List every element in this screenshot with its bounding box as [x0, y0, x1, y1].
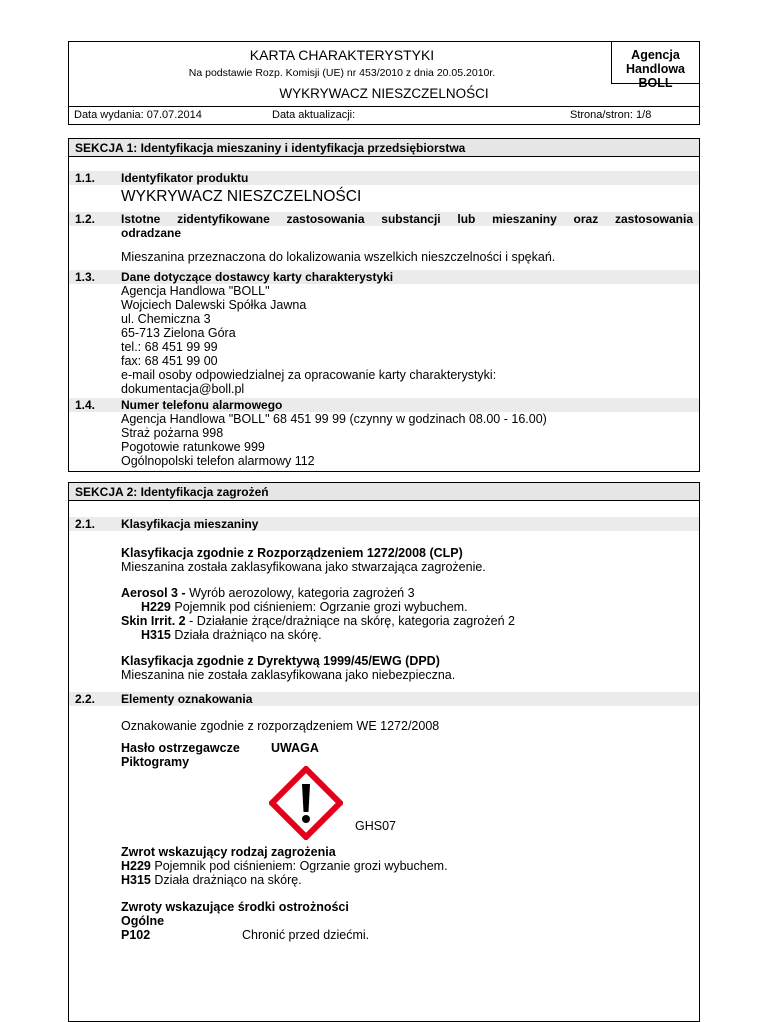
subsection-number-2-2: 2.2.: [75, 692, 96, 706]
subsection-title-1-2: Istotne zidentyfikowane zastosowania substancji lub mieszaniny oraz zastosowania: [121, 212, 693, 226]
aerosol-description: Wyrób aerozolowy, kategoria zagrożeń 3: [185, 586, 415, 600]
h315-text: Działa drażniąco na skórę.: [170, 628, 322, 642]
subsection-title-2-1: Klasyfikacja mieszaniny: [121, 517, 259, 531]
section-2: [68, 482, 700, 1022]
supplier-email[interactable]: dokumentacja@boll.pl: [121, 382, 245, 396]
aerosol-classification: [121, 586, 415, 600]
agency-box: [611, 42, 699, 90]
agency-brand: BOLL: [638, 76, 673, 90]
product-name: WYKRYWACZ NIESZCZELNOŚCI: [121, 188, 362, 205]
hazard-statements-title: Zwrot wskazujący rodzaj zagrożenia: [121, 845, 336, 859]
update-date: Data aktualizacji:: [272, 109, 356, 121]
emergency-line: Pogotowie ratunkowe 999: [121, 440, 265, 454]
h229-code: H229: [141, 600, 171, 614]
pictogram-code: GHS07: [355, 819, 396, 833]
supplier-line: 65-713 Zielona Góra: [121, 326, 236, 340]
emergency-line: Straż pożarna 998: [121, 426, 224, 440]
general-label: Ogólne: [121, 914, 165, 928]
emergency-line: Agencja Handlowa "BOLL" 68 451 99 99 (czynny w godzinach 08.00 - 16.00): [121, 412, 547, 426]
h315-code: H315: [141, 628, 171, 642]
page-number: Strona/stron: 1/8: [570, 109, 652, 121]
section-2-heading: SEKCJA 2: Identyfikacja zagrożeń: [69, 483, 699, 501]
hazard-h315-text: Działa drażniąco na skórę.: [150, 873, 302, 887]
skin-category: Skin Irrit. 2: [121, 614, 186, 628]
p102-code: P102: [121, 928, 151, 942]
supplier-line: Agencja Handlowa "BOLL": [121, 284, 270, 298]
hazard-h229-code: H229: [121, 859, 151, 873]
agency-name: Agencja Handlowa: [625, 48, 686, 76]
subsection-title-1-2-cont: odradzane: [121, 226, 182, 240]
subsection-number-1-3: 1.3.: [75, 270, 96, 284]
header-meta-row: [69, 106, 699, 126]
subsection-title-1-4: Numer telefonu alarmowego: [121, 398, 283, 412]
hazard-h229: [121, 859, 448, 873]
clp-title: Klasyfikacja zgodnie z Rozporządzeniem 1272/2008 (CLP): [121, 546, 463, 560]
supplier-line: Wojciech Dalewski Spółka Jawna: [121, 298, 307, 312]
subsection-number-1-1: 1.1.: [75, 171, 96, 185]
clp-text: Mieszanina została zaklasyfikowana jako stwarzająca zagrożenie.: [121, 560, 486, 574]
supplier-line: tel.: 68 451 99 99: [121, 340, 218, 354]
document-title: KARTA CHARAKTERYSTYKI: [249, 47, 435, 63]
h315-statement: [121, 628, 322, 642]
subsection-title-1-3: Dane dotyczące dostawcy karty charakterystyki: [121, 270, 394, 284]
supplier-line: ul. Chemiczna 3: [121, 312, 211, 326]
hazard-h315-code: H315: [121, 873, 151, 887]
h229-text: Pojemnik pod ciśnieniem: Ogrzanie grozi wybuchem.: [170, 600, 468, 614]
subsection-title-1-1: Identyfikator produktu: [121, 171, 249, 185]
document-header: [68, 41, 700, 125]
supplier-line: fax: 68 451 99 00: [121, 354, 218, 368]
dpd-title: Klasyfikacja zgodnie z Dyrektywą 1999/45/EWG (DPD): [121, 654, 440, 668]
dpd-text: Mieszanina nie została zaklasyfikowana jako niebezpieczna.: [121, 668, 456, 682]
intended-use: Mieszanina przeznaczona do lokalizowania wszelkich nieszczelności i spękań.: [121, 250, 556, 264]
precaution-title: Zwroty wskazujące środki ostrożności: [121, 900, 349, 914]
product-title: WYKRYWACZ NIESZCZELNOŚCI: [279, 86, 489, 101]
skin-description: - Działanie żrące/drażniące na skórę, kategoria zagrożeń 2: [185, 614, 515, 628]
supplier-line: e-mail osoby odpowiedzialnej za opracowanie karty charakterystyki:: [121, 368, 497, 382]
p102-text: Chronić przed dziećmi.: [242, 928, 370, 942]
aerosol-category: Aerosol 3 -: [121, 586, 186, 600]
section-1: [68, 138, 700, 472]
subsection-title-2-2: Elementy oznakowania: [121, 692, 253, 706]
emergency-line: Ogólnopolski telefon alarmowy 112: [121, 454, 315, 468]
regulation-note: Na podstawie Rozp. Komisji (UE) nr 453/2010 z dnia 20.05.2010r.: [188, 67, 496, 79]
pictograms-label: Piktogramy: [121, 755, 190, 769]
section-1-heading: SEKCJA 1: Identyfikacja mieszaniny i identyfikacja przedsiębiorstwa: [69, 139, 699, 157]
hazard-h315: [121, 873, 302, 887]
issue-date: Data wydania: 07.07.2014: [74, 109, 202, 121]
subsection-number-2-1: 2.1.: [75, 517, 96, 531]
signal-word-label: Hasło ostrzegawcze: [121, 741, 240, 755]
h229-statement: [121, 600, 468, 614]
signal-word-value: UWAGA: [271, 741, 319, 755]
hazard-h229-text: Pojemnik pod ciśnieniem: Ogrzanie grozi wybuchem.: [150, 859, 448, 873]
subsection-number-1-4: 1.4.: [75, 398, 96, 412]
emergency-numbers: [121, 412, 547, 468]
supplier-details: [121, 284, 496, 396]
ghs07-exclamation-icon: [269, 766, 343, 840]
subsection-number-1-2: 1.2.: [75, 212, 96, 226]
labelling-regulation: Oznakowanie zgodnie z rozporządzeniem WE 1272/2008: [121, 719, 440, 733]
skin-classification: [121, 614, 515, 628]
